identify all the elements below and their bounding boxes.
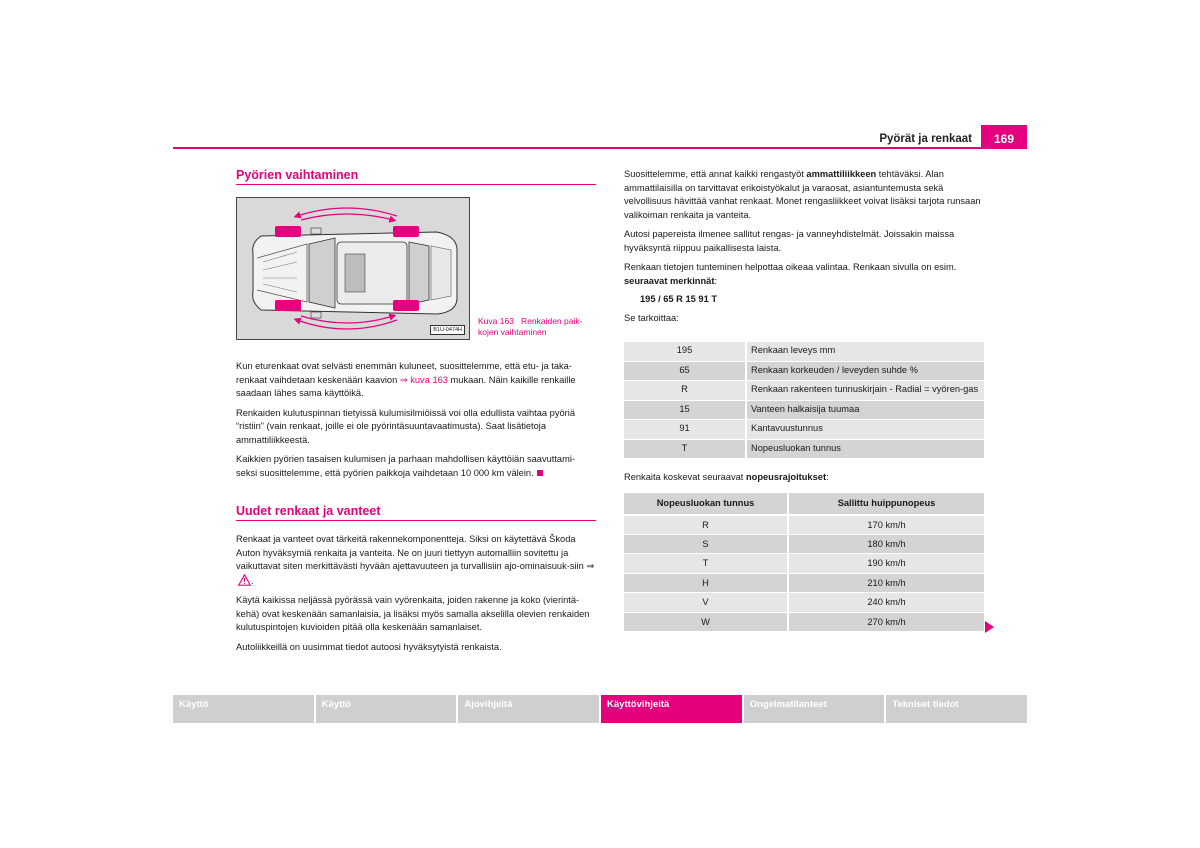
marking-code: 91 [624, 420, 746, 440]
table-row [624, 554, 984, 574]
nav-tab-tekniset-tiedot[interactable]: Tekniset tiedot [886, 695, 1027, 723]
max-speed: 240 km/h [788, 593, 984, 613]
car-top-view-illustration [237, 198, 471, 341]
table-row [624, 420, 984, 440]
table-row [624, 361, 984, 381]
max-speed: 170 km/h [788, 515, 984, 535]
figure-code: B1U-0474H [430, 325, 465, 335]
tire-code-example: 195 / 65 R 15 91 T [640, 294, 718, 304]
page-number: 169 [981, 125, 1027, 149]
marking-code: R [624, 381, 746, 401]
left-column [236, 168, 596, 660]
paragraph-text: tehtäväksi. Alan ammattilaisilla on tarvittavat erikoistyökalut ja varaosat, asiantuntemusta sekä velvollisuus hävittää vanhat renkaat. Monet rengasliikkeet voivat lisäksi tarjota runsaan valikoiman renkaita ja vanteita. [624, 169, 981, 220]
nav-tab-kaytto-2[interactable]: Käyttö [316, 695, 457, 723]
right-column [624, 168, 984, 632]
marking-meaning: Renkaan leveys mm [746, 342, 984, 362]
table-row [624, 593, 984, 613]
paragraph-text: Renkaita koskevat seuraavat [624, 472, 746, 482]
figure-163 [236, 197, 596, 340]
table-row [624, 573, 984, 593]
table-row [624, 612, 984, 632]
paragraph-speed-limits [624, 471, 984, 485]
section-title-new-tires: Uudet renkaat ja vanteet [236, 504, 596, 521]
column-header-max-speed: Sallittu huippunopeus [788, 493, 984, 515]
marking-code: 15 [624, 400, 746, 420]
speed-rating-table [624, 493, 984, 633]
paragraph-text: Suosittelemme, että annat kaikki rengastyöt [624, 169, 807, 179]
paragraph-text: Renkaan tietojen tunteminen helpottaa oikeaa valintaa. Renkaan sivulla on esim. [624, 262, 957, 272]
bold-term: ammattiliikkeen [806, 169, 877, 179]
paragraph-text: Renkaat ja vanteet ovat tärkeitä rakennekomponentteja. Siksi on käytettävä Škoda Auton hyväksymiä renkaita ja vanteita. Ne on juuri tiettyyn automalliin sovitettu ja vaikuttavat siten merkittävästi hyvään ajettavuuteen ja turvallisiin ajo-ominaisuuk-siin ⇒ [236, 534, 595, 571]
marking-meaning: Renkaan rakenteen tunnuskirjain - Radial = vyören-gas [746, 381, 984, 401]
section-title-wheel-rotation: Pyörien vaihtaminen [236, 168, 596, 185]
running-header-title: Pyörät ja renkaat [879, 133, 972, 145]
max-speed: 190 km/h [788, 554, 984, 574]
tire-markings-table [624, 342, 984, 460]
paragraph-professional-service [624, 168, 984, 222]
figure-caption-text: Renkaiden paik-kojen vaihtaminen [478, 316, 583, 337]
paragraph-meaning: Se tarkoittaa: [624, 313, 679, 323]
paragraph-text: mukaan. Näin kaikille renkaille saadaan lähes sama käyttöikä. [236, 374, 576, 398]
paragraph-rotation-interval [236, 453, 596, 480]
paragraph-radial-tires: Käytä kaikissa neljässä pyörässä vain vyörenkaita, joiden rakenne ja koko (vierintä-kehä) ovat keskenään samanlaisia, ja lisäksi myös samalla akselilla olevien renkaiden kulutuspintojen kuvioiden pitää olla keskenään samanlaiset. [236, 595, 590, 632]
speed-class: H [624, 573, 788, 593]
nav-tab-kayttovihjeita[interactable]: Käyttövihjeitä [601, 695, 742, 723]
figure-caption [478, 316, 596, 338]
figure-caption-label: Kuva 163 [478, 316, 514, 326]
column-header-speed-class: Nopeusluokan tunnus [624, 493, 788, 515]
speed-class: V [624, 593, 788, 613]
speed-class: S [624, 534, 788, 554]
table-row [624, 342, 984, 362]
speed-class: T [624, 554, 788, 574]
max-speed: 180 km/h [788, 534, 984, 554]
table-row [624, 439, 984, 459]
wheel-rotation-diagram [236, 197, 470, 340]
paragraph-text: Kun eturenkaat ovat selvästi enemmän kuluneet, suosittelemme, että etu- ja taka-renkaat vaihdetaan keskenään kaavion [236, 361, 572, 385]
paragraph-text: . [251, 575, 254, 586]
next-page-arrow-icon[interactable] [985, 621, 994, 633]
header-rule [173, 147, 1027, 149]
paragraph-text: Kaikkien pyörien tasaisen kulumisen ja parhaan mahdollisen käyttöiän saavuttami-seksi suosittelemme, että pyörien paikkoja vaihdetaan 10 000 km välein. [236, 454, 576, 478]
table-row [624, 534, 984, 554]
bold-term: nopeusrajoitukset [745, 472, 827, 482]
figure-reference-link[interactable]: ⇒ kuva 163 [399, 374, 448, 385]
marking-meaning: Kantavuustunnus [746, 420, 984, 440]
nav-tab-kaytto-1[interactable]: Käyttö [173, 695, 314, 723]
table-row [624, 400, 984, 420]
footer-section-nav [173, 695, 1027, 723]
table-row [624, 515, 984, 535]
bold-term: seuraavat merkinnät [624, 275, 715, 286]
table-row [624, 381, 984, 401]
marking-meaning: Renkaan korkeuden / leveyden suhde % [746, 361, 984, 381]
max-speed: 210 km/h [788, 573, 984, 593]
marking-meaning: Vanteen halkaisija tuumaa [746, 400, 984, 420]
paragraph-front-rear-swap [236, 360, 596, 401]
paragraph-approved-tires [236, 533, 596, 588]
marking-code: T [624, 439, 746, 459]
speed-class: W [624, 612, 788, 632]
paragraph-cross-rotation: Renkaiden kulutuspinnan tietyissä kulumisilmiöissä voi olla edullista vaihtaa pyöriä “ristiin” (vain renkaat, joille ei ole pyörintäsuuntavaatimusta). Saat lisätietoja ammattiliikkeestä. [236, 407, 575, 445]
warning-triangle-icon[interactable] [238, 574, 251, 586]
marking-meaning: Nopeusluokan tunnus [746, 439, 984, 459]
table-header-row [624, 493, 984, 515]
end-square-icon [537, 470, 543, 476]
marking-code: 65 [624, 361, 746, 381]
paragraph-text: : [826, 472, 829, 482]
paragraph-dealer-info: Autoliikkeillä on uusimmat tiedot autoosi hyväksytyistä renkaista. [236, 641, 502, 652]
max-speed: 270 km/h [788, 612, 984, 632]
paragraph-car-documents: Autosi papereista ilmenee sallitut rengas- ja vanneyhdistelmät. Joissakin maissa hyväksyntä riippuu paikallisesta laista. [624, 229, 955, 253]
nav-tab-ajovihjeita[interactable]: Ajovihjeitä [458, 695, 599, 723]
paragraph-text: : [714, 275, 718, 286]
paragraph-tire-markings [624, 261, 984, 288]
marking-code: 195 [624, 342, 746, 362]
speed-class: R [624, 515, 788, 535]
nav-tab-ongelmatilanteet[interactable]: Ongelmatilanteet [744, 695, 885, 723]
